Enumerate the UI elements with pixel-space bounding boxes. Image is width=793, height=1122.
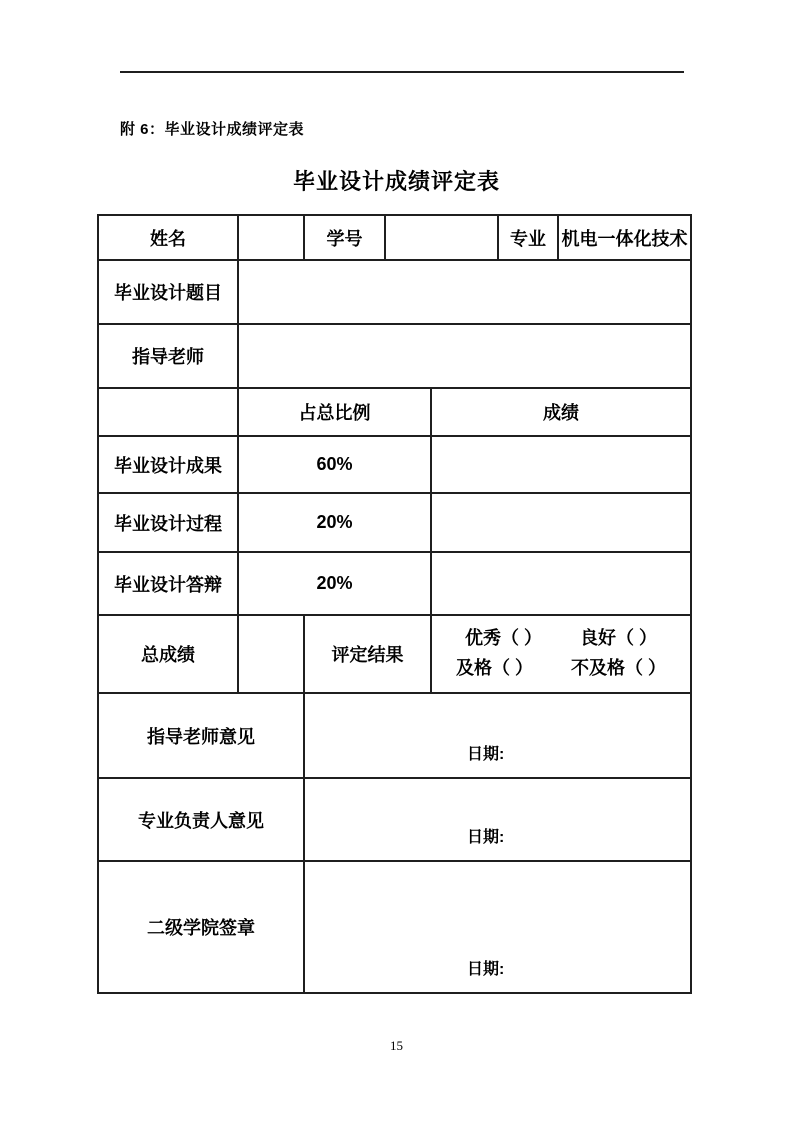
row-identity: [98, 215, 691, 260]
major-value: 机电一体化技术: [558, 215, 691, 260]
row-project-title: [98, 260, 691, 324]
college-seal-label: 二级学院签章: [98, 861, 304, 993]
total-score-value-cell[interactable]: [238, 615, 304, 693]
option-fail[interactable]: 不及格（ ）: [571, 658, 667, 678]
page-title: 毕业设计成绩评定表: [292, 169, 500, 194]
student-id-label: 学号: [304, 215, 385, 260]
name-label: 姓名: [98, 215, 238, 260]
score-header-spacer-cell: [98, 388, 238, 436]
item-proportion-process: 20%: [238, 493, 431, 552]
advisor-value-cell[interactable]: [238, 324, 691, 388]
row-director-comments: [98, 778, 691, 861]
score-header: 成绩: [431, 388, 691, 436]
rating-options-line-1: [432, 624, 690, 654]
item-label-process: 毕业设计过程: [98, 493, 238, 552]
row-total-score: [98, 615, 691, 693]
row-college-seal: [98, 861, 691, 993]
director-comments-label: 专业负责人意见: [98, 778, 304, 861]
row-score-header: [98, 388, 691, 436]
total-score-label: 总成绩: [98, 615, 238, 693]
rating-options-line-2: [432, 654, 690, 684]
student-id-value-cell[interactable]: [385, 215, 498, 260]
row-item-defense: [98, 552, 691, 615]
row-item-result: [98, 436, 691, 493]
option-excellent[interactable]: 优秀（ ）: [464, 628, 542, 649]
item-score-cell-defense[interactable]: [431, 552, 691, 615]
director-comments-area[interactable]: [304, 778, 691, 861]
option-good[interactable]: 良好（ ）: [580, 628, 658, 649]
row-advisor-comments: [98, 693, 691, 778]
header-divider-line: [120, 71, 684, 73]
item-label-defense: 毕业设计答辩: [98, 552, 238, 615]
college-seal-area[interactable]: [304, 861, 691, 993]
advisor-label: 指导老师: [98, 324, 238, 388]
project-title-value-cell[interactable]: [238, 260, 691, 324]
row-item-process: [98, 493, 691, 552]
major-label: 专业: [498, 215, 558, 260]
row-advisor: [98, 324, 691, 388]
item-score-cell-process[interactable]: [431, 493, 691, 552]
advisor-comments-date-label: 日期:: [467, 746, 505, 763]
proportion-header: 占总比例: [238, 388, 431, 436]
item-label-result: 毕业设计成果: [98, 436, 238, 493]
director-comments-date-label: 日期:: [467, 829, 505, 846]
name-value-cell[interactable]: [238, 215, 304, 260]
grade-evaluation-table: [97, 214, 692, 994]
option-pass[interactable]: 及格（ ）: [455, 658, 533, 678]
advisor-comments-area[interactable]: [304, 693, 691, 778]
item-proportion-result: 60%: [238, 436, 431, 493]
attachment-note: 附 6：毕业设计成绩评定表: [120, 121, 305, 138]
rating-options-cell: [431, 615, 691, 693]
page-number: 15: [390, 1038, 403, 1053]
item-score-cell-result[interactable]: [431, 436, 691, 493]
advisor-comments-label: 指导老师意见: [98, 693, 304, 778]
rating-result-label: 评定结果: [304, 615, 431, 693]
project-title-label: 毕业设计题目: [98, 260, 238, 324]
item-proportion-defense: 20%: [238, 552, 431, 615]
college-seal-date-label: 日期:: [467, 961, 505, 978]
